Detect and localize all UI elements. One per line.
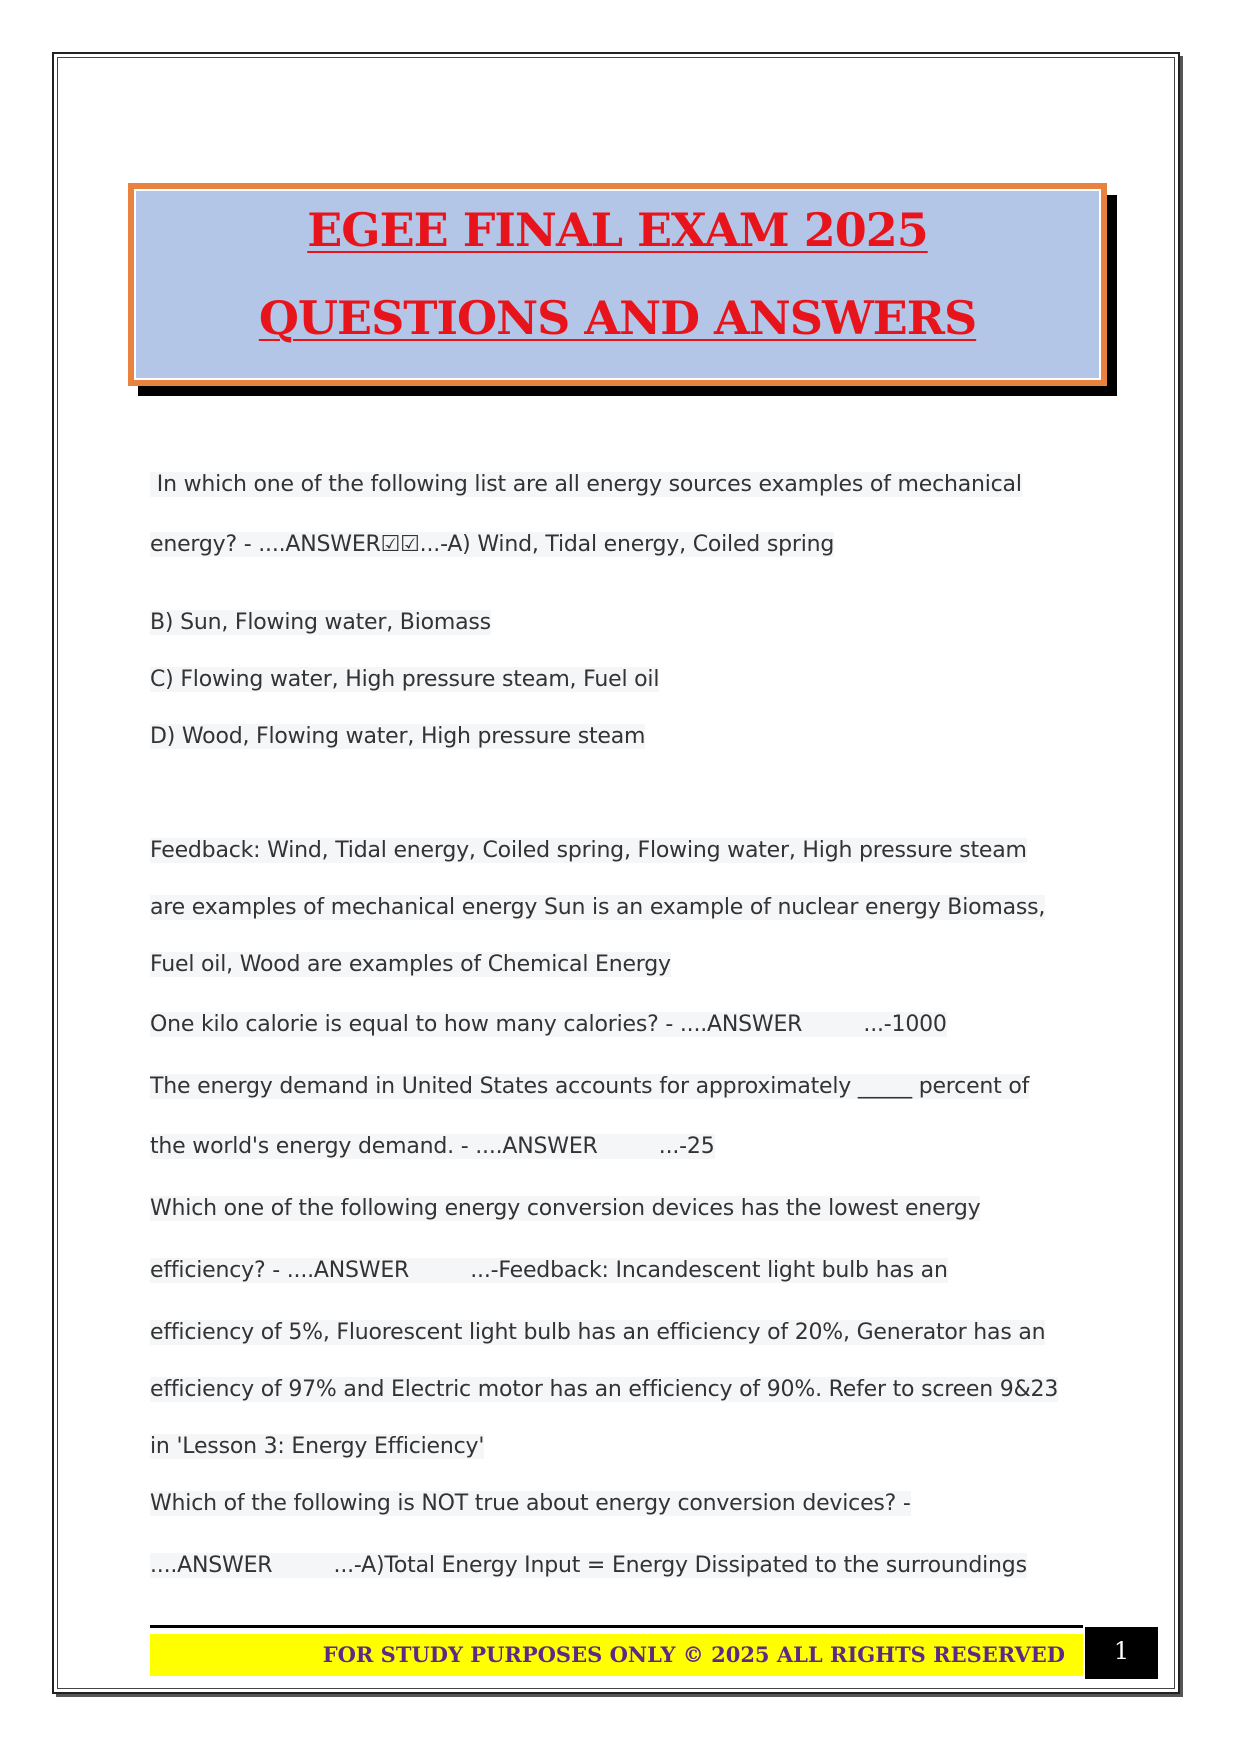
- option-d: D) Wood, Flowing water, High pressure steam: [150, 724, 646, 749]
- question-4-line-5: in 'Lesson 3: Energy Efficiency': [150, 1434, 485, 1459]
- footer-bar: [150, 1634, 1083, 1676]
- question-3-line-2: the world's energy demand. - ....ANSWER ...-25: [150, 1134, 715, 1159]
- question-4-line-4: efficiency of 97% and Electric motor has an efficiency of 90%. Refer to screen 9&23: [150, 1377, 1059, 1402]
- question-2: One kilo calorie is equal to how many calories? - ....ANSWER ...-1000: [150, 1012, 947, 1037]
- feedback-line-1: Feedback: Wind, Tidal energy, Coiled spring, Flowing water, High pressure steam: [150, 838, 1027, 863]
- question-4-line-1: Which one of the following energy conversion devices has the lowest energy: [150, 1196, 981, 1221]
- page-shadow-bottom: [56, 1694, 1183, 1697]
- footer-rule: [150, 1625, 1083, 1628]
- question-4-line-2: efficiency? - ....ANSWER ...-Feedback: Incandescent light bulb has an: [150, 1258, 948, 1283]
- page-number: 1: [1113, 1637, 1130, 1665]
- question-4-line-3: efficiency of 5%, Fluorescent light bulb has an efficiency of 20%, Generator has an: [150, 1320, 1046, 1345]
- title-line-2: QUESTIONS AND ANSWERS: [258, 291, 977, 345]
- title-line-1: EGEE FINAL EXAM 2025: [307, 203, 928, 257]
- question-5-line-1: Which of the following is NOT true about energy conversion devices? -: [150, 1491, 911, 1516]
- feedback-line-3: Fuel oil, Wood are examples of Chemical Energy: [150, 952, 671, 977]
- feedback-line-2: are examples of mechanical energy Sun is an example of nuclear energy Biomass,: [150, 895, 1046, 920]
- footer-text: FOR STUDY PURPOSES ONLY © 2025 ALL RIGHTS RESERVED: [322, 1642, 1065, 1667]
- question-5-line-2: ....ANSWER ...-A)Total Energy Input = Energy Dissipated to the surroundings: [150, 1553, 1027, 1578]
- title-inner: [134, 189, 1101, 380]
- question-1-line-1: In which one of the following list are all energy sources examples of mechanical: [150, 472, 1022, 497]
- page-shadow-right: [1180, 56, 1183, 1696]
- question-3-line-1: The energy demand in United States accounts for approximately _____ percent of: [150, 1074, 1030, 1099]
- question-1-line-2: energy? - ....ANSWER☑☑...-A) Wind, Tidal energy, Coiled spring: [150, 532, 835, 557]
- option-b: B) Sun, Flowing water, Biomass: [150, 610, 491, 635]
- option-c: C) Flowing water, High pressure steam, Fuel oil: [150, 667, 660, 692]
- page-number-box: [1085, 1627, 1158, 1679]
- title-box: [128, 183, 1107, 386]
